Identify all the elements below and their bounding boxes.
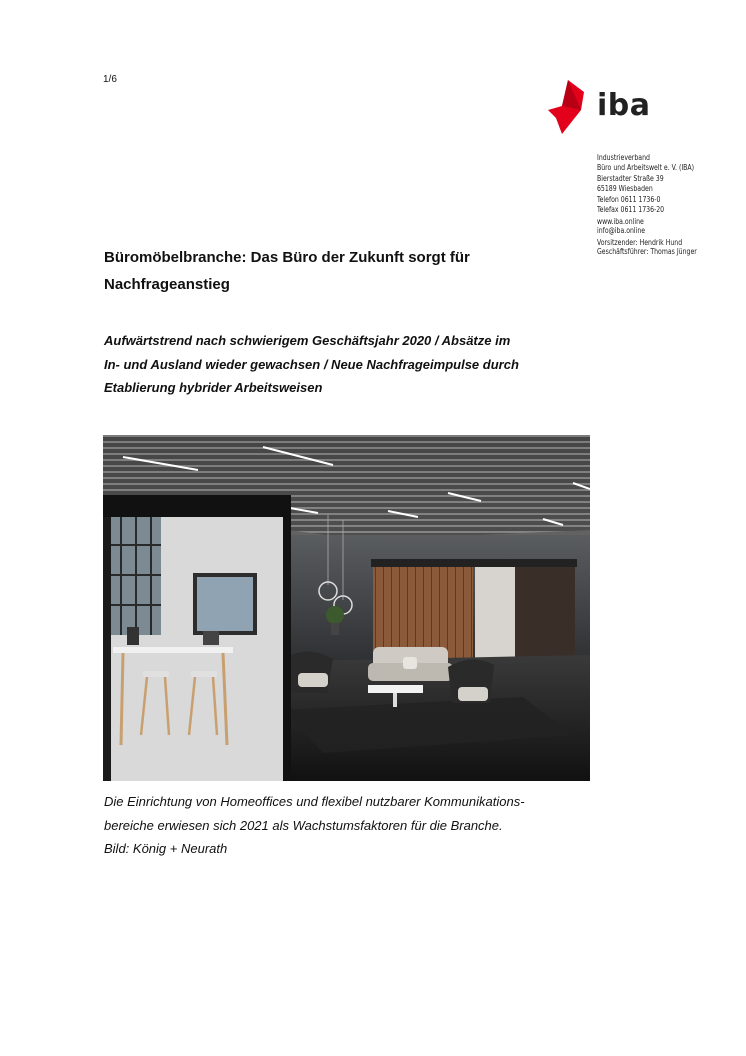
subheadline [104,329,604,400]
subheadline-line-3: Etablierung hybrider Arbeitsweisen [104,380,323,395]
website-link[interactable]: www.iba.online [597,216,644,226]
page-number: 1/6 [103,74,117,85]
street: Bierstadter Straße 39 [597,174,664,184]
org-line-2: Büro und Arbeitswelt e. V. (IBA) [597,162,695,172]
headline [104,244,574,298]
photo-caption [104,790,614,861]
subheadline-line-1: Aufwärtstrend nach schwierigem Geschäftsjahr 2020 / Absätze im [104,333,511,348]
chairman: Vorsitzender: Hendrik Hund [597,237,683,247]
headline-line-2: Nachfrageanstieg [104,276,230,293]
caption-line-3: Bild: König + Neurath [104,841,228,856]
director: Geschäftsführer: Thomas Jünger [597,247,697,257]
caption-line-1: Die Einrichtung von Homeoffices und flexibel nutzbarer Kommunikations- [104,794,525,809]
logo-wordmark: iba [597,88,651,123]
email-link[interactable]: info@iba.online [597,226,646,236]
address-sidebar [597,153,742,259]
subheadline-line-2: In- und Ausland wieder gewachsen / Neue Nachfrageimpulse durch [104,356,519,372]
caption-line-2: bereiche erwiesen sich 2021 als Wachstumsfaktoren für die Branche. [104,817,503,833]
fax: Telefax 0611 1736-20 [597,204,665,214]
city: 65189 Wiesbaden [597,183,653,193]
headline-line-1: Büromöbelbranche: Das Büro der Zukunft sorgt für [104,249,470,266]
org-line-1: Industrieverband [597,153,650,162]
phone: Telefon 0611 1736-0 [597,195,661,205]
office-photo [103,435,590,781]
